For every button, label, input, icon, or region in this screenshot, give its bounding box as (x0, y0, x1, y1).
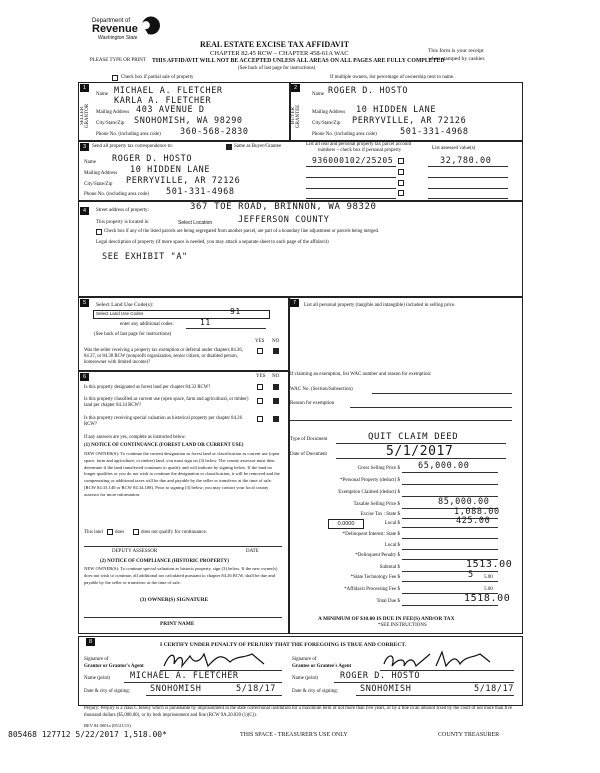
exemption-yes-checkbox[interactable] (257, 348, 263, 354)
buyer-mailing-label: Mailing Address (312, 110, 346, 115)
see-instructions: *SEE INSTRUCTIONS (378, 623, 427, 628)
taxable-price-label: Taxable Selling Price $ (353, 502, 400, 507)
excise-state-label: Excise Tax : State $ (360, 512, 400, 517)
section-4-number: 4 (80, 207, 89, 215)
section-3-number: 3 (80, 143, 89, 151)
additional-codes[interactable]: 11 (200, 318, 211, 327)
current-use-yes-checkbox[interactable] (257, 398, 263, 404)
see-back-note: (See back of last page for instructions) (238, 66, 316, 71)
property-county[interactable]: JEFFERSON COUNTY (238, 215, 330, 225)
grantee-print-name[interactable]: ROGER D. HOSTO (340, 671, 421, 681)
partial-sale-label: Check box if partial sale of property (121, 75, 194, 80)
buyer-name-label: Name (312, 92, 324, 97)
exemption-question: Was the seller receiving a property tax exemption or deferral under chapters 84.36, 84.37, or 84.38 RCW (nonprofit organization, senior citizen, or disabled person, homeowner with limited income)? (84, 348, 243, 365)
tech-fee: 5.00 (484, 575, 493, 580)
gross-price-label: Gross Selling Price $ (357, 466, 400, 471)
legal-description[interactable]: SEE EXHIBIT "A" (102, 252, 188, 262)
street-label: Street address of property: (96, 208, 149, 213)
print-name-label: PRINT NAME (160, 621, 195, 627)
notice-2-text: NEW OWNER(S): To continue special valuation as historic property, sign (3) below. If the new owner(s) does not wish to continue, all additional tax calculated pursuant to chapter 84.26 RCW, shall be due and payable by the seller or transferor at the time of sale. (84, 566, 278, 585)
corr-name-label: Name (84, 160, 96, 165)
historic-yes-checkbox[interactable] (257, 416, 263, 422)
grantee-city[interactable]: SNOHOMISH (360, 684, 412, 694)
owner-signature-label: (3) OWNER(S) SIGNATURE (140, 597, 209, 603)
exemption-reason-label: Reason for exemption (290, 401, 335, 406)
section-1-number: 1 (80, 84, 89, 92)
land-use-yes: YES (255, 339, 265, 344)
total-due-label: Total Due $ (376, 599, 400, 604)
local-tax[interactable]: 425.00 (456, 516, 491, 526)
agency-line1: Department of (92, 18, 131, 24)
section-7-number: 7 (290, 299, 299, 307)
personal-property-text: List all personal property (tangible and intangible) included in selling price. (304, 303, 456, 308)
affidavit-fee: 5.00 (484, 587, 493, 592)
doc-type[interactable]: QUIT CLAIM DEED (368, 432, 459, 442)
seller-mailing[interactable]: 403 AVENUE D (136, 105, 205, 115)
wac-label: WAC No. (Section/Subsection) (290, 387, 353, 392)
answers-note: If any answers are yes, complete as instructed below. (84, 435, 186, 440)
same-as-buyer-label: Same as Buyer/Grantee (234, 144, 282, 149)
buyer-name[interactable]: ROGER D. HOSTO (328, 86, 409, 96)
s6-no: NO (272, 374, 280, 379)
section-6 (78, 370, 290, 634)
form-statute: CHAPTER 82.45 RCW – CHAPTER 458-61A WAC (210, 50, 349, 57)
located-label: This property is located in (96, 220, 149, 225)
corr-phone[interactable]: 501-331-4968 (166, 187, 235, 197)
delinquent-interest-label: *Delinquent Interest: State $ (342, 532, 400, 537)
forest-no-checkbox[interactable] (273, 384, 279, 390)
segregated-label: Check box if any of the listed parcels are being segregated from another parcel, are part of a boundary line adjustment or parcels being merged. (104, 229, 380, 234)
grantor-date[interactable]: 5/18/17 (236, 684, 277, 694)
buyer-side-label: BUYER GRANTEE (291, 104, 301, 128)
total-due[interactable]: 1518.00 (464, 593, 511, 604)
same-as-buyer-checkbox[interactable] (226, 144, 232, 150)
land-use-select[interactable] (93, 307, 270, 319)
taxable-price[interactable]: 85,000.00 (438, 497, 490, 507)
forest-yes-checkbox[interactable] (257, 384, 263, 390)
land-use-select-text: Select Land Use Codes (96, 311, 144, 316)
grantor-sig-label-1: Signature of (84, 657, 109, 662)
gross-price[interactable]: 65,000.00 (418, 461, 470, 471)
street-address[interactable]: 367 TOE ROAD, BRINNON, WA 98320 (190, 202, 377, 212)
corr-mailing[interactable]: 10 HIDDEN LANE (130, 165, 211, 175)
forest-question: Is this property designated as forest land per chapter 84.33 RCW? (84, 385, 211, 390)
seller-side-label: SELLER GRANTOR (80, 103, 90, 129)
treasurer-use-only: THIS SPACE - TREASURER'S USE ONLY (240, 732, 348, 738)
tech-fee-handwritten[interactable]: 5 (468, 570, 474, 580)
assessed-heading: List assessed value(s) (432, 146, 476, 151)
grantor-print-name[interactable]: MICHAEL A. FLETCHER (130, 671, 239, 681)
land-does-not-label: does not qualify for continuance. (141, 530, 207, 535)
buyer-phone[interactable]: 501-331-4968 (400, 127, 469, 137)
agency-line2: Revenue (92, 23, 138, 35)
deputy-assessor-label: DEPUTY ASSESSOR (112, 549, 158, 554)
corr-phone-label: Phone No. (including area code) (84, 192, 149, 197)
land-does-checkbox[interactable] (107, 529, 113, 535)
historic-question: Is this property receiving special valuation as historical property per chapter 84.26 RCW? (84, 416, 242, 427)
grantee-sig-label-2: Grantee or Grantee's Agent (292, 664, 352, 669)
delinquent-local-label: Local $ (384, 543, 400, 548)
buyer-mailing[interactable]: 10 HIDDEN LANE (356, 105, 437, 115)
buyer-city[interactable]: PERRYVILLE, AR 72126 (352, 116, 467, 126)
agency-line3: Washington State (98, 35, 138, 41)
land-use-no: NO (272, 339, 280, 344)
parcel-2-personal-checkbox[interactable] (398, 169, 404, 175)
notice-1-title: (1) NOTICE OF CONTINUANCE (FOREST LAND OR CURRENT USE) (84, 443, 244, 448)
notice-2-title: (2) NOTICE OF COMPLIANCE (HISTORIC PROPERTY) (100, 559, 229, 564)
exemption-no-checkbox[interactable] (273, 348, 279, 354)
parcel-4-personal-checkbox[interactable] (398, 190, 404, 196)
seller-city[interactable]: SNOHOMISH, WA 98290 (134, 116, 243, 126)
section-2-number: 2 (291, 84, 300, 92)
county-treasurer-label: COUNTY TREASURER (438, 732, 500, 738)
grantee-date[interactable]: 5/18/17 (474, 684, 515, 694)
corr-city-label: City/State/Zip (84, 182, 113, 187)
corr-mailing-label: Mailing Address (84, 171, 118, 176)
land-use-heading: Select Land Use Code(s): (96, 302, 154, 308)
affidavit-fee-label: *Affidavit Processing Fee $ (344, 587, 400, 592)
parcels-heading-1: List all real and personal property tax parcel account (306, 142, 412, 147)
perjury-text: Perjury: Perjury is a class C felony which is punishable by imprisonment in the state correctional institution for a maximum term of not more than five years, or by a fine in an amount fixed by the court of not more than five thousand dollars ($5,000.00), or by both imprisonment and fine (RCW 9A.20.020 (1)(C)). (84, 706, 513, 718)
local-label: Local $ (384, 521, 400, 526)
land-use-see-back: (See back of last page for instructions) (94, 332, 172, 337)
land-does-not-checkbox[interactable] (133, 529, 139, 535)
parcel-1-personal-checkbox[interactable] (398, 158, 404, 164)
grantor-city[interactable]: SNOHOMISH (150, 684, 202, 694)
section-6-number: 6 (80, 373, 89, 381)
section-5-number: 5 (80, 299, 89, 307)
doc-date[interactable]: 5/1/2017 (386, 444, 454, 459)
multiple-owners-note: If multiple owners, list percentage of ownership next to name. (330, 75, 455, 80)
parcels-heading-2: numbers – check box if personal property (318, 148, 402, 153)
exemption-note: If claiming an exemption, list WAC number and reason for exemption: (290, 372, 432, 377)
parcel-number-1[interactable]: 936000102/25205 (312, 156, 394, 165)
assessed-value-1[interactable]: 32,780.00 (440, 156, 492, 166)
local-rate[interactable]: 0.0000 (328, 519, 364, 529)
grantee-signature[interactable] (380, 648, 500, 672)
section-7 (288, 296, 523, 634)
tech-fee-label: *State Technology Fee $ (350, 575, 400, 580)
corr-name[interactable]: ROGER D. HOSTO (112, 154, 193, 164)
grantee-name-label: Name (print) (292, 676, 318, 681)
land-use-code: 91 (230, 307, 241, 316)
buyer-city-label: City/State/Zip (312, 121, 341, 126)
form-revision: REV 84 0001a (05/21/15) (84, 723, 131, 728)
current-use-no-checkbox[interactable] (273, 398, 279, 404)
grantee-sig-label-1: Signature of (292, 657, 317, 662)
doc-type-label: Type of Document (290, 437, 328, 442)
corr-city[interactable]: PERRYVILLE, AR 72126 (126, 176, 241, 186)
grantor-date-city-label: Date & city of signing: (84, 689, 131, 694)
personal-property-label: *Personal Property (deduct) $ (340, 478, 400, 483)
seller-name-1[interactable]: MICHAEL A. FLETCHER (114, 86, 223, 96)
partial-sale-checkbox[interactable] (112, 75, 118, 81)
excise-state[interactable]: 1,088.00 (454, 507, 500, 517)
delinquent-penalty-label: *Delinquent Penalty $ (355, 553, 400, 558)
land-does-label: does (115, 530, 125, 535)
print-note: PLEASE TYPE OR PRINT (90, 58, 146, 63)
seller-name-2[interactable]: KARLA A. FLETCHER (114, 96, 212, 106)
dor-swirl-icon (134, 14, 206, 50)
treasurer-stamp: 805468 127712 5/22/2017 1,518.00* (8, 730, 167, 739)
current-use-question: Is this property classified as current use (open space, farm and agricultural, or timber) land per chapter 84.34 RCW? (84, 397, 249, 408)
select-location[interactable]: Select Location (178, 220, 213, 226)
notice-1-text: NEW OWNER(S): To continue the current designation as forest land or classification as current use (open space, farm and agriculture, or timber) land, you must sign on (3) below. The county assessor must then determine if the land transferred continues to qualify and will indicate by signing below. If the land no longer qualifies or you do not wish to continue the designation or classification, it will be removed and the compensating or additional taxes will be due and payable by the seller or transferor at the time of sale. (RCW 84.33.140 or RCW 84.34.108). Prior to signing (3) below, you may contact your local county assessor for more information. (84, 451, 280, 497)
s6-yes: YES (256, 374, 266, 379)
receipt-note-1: This form is your receipt (428, 48, 484, 54)
section-8-number: 8 (86, 638, 95, 646)
form-warning: THIS AFFIDAVIT WILL NOT BE ACCEPTED UNLESS ALL AREAS ON ALL PAGES ARE FULLY COMPLETED (152, 58, 445, 64)
deputy-date-label: DATE (246, 549, 259, 554)
subtotal[interactable]: 1513.00 (466, 559, 513, 570)
seller-name-label: Name (96, 92, 108, 97)
receipt-note-2: when stamped by cashier. (428, 56, 486, 62)
seller-phone[interactable]: 360-568-2830 (180, 127, 249, 137)
buyer-phone-label: Phone No. (including area code) (312, 132, 377, 137)
seller-mailing-label: Mailing Address (96, 110, 130, 115)
segregated-checkbox[interactable] (96, 229, 102, 235)
historic-no-checkbox[interactable] (273, 416, 279, 422)
grantor-sig-label-2: Grantor or Grantor's Agent (84, 664, 144, 669)
legal-description-label: Legal description of property (if more space is needed, you may attach a separate sheet to each page of the affidavit) (96, 240, 329, 245)
grantor-signature[interactable] (160, 648, 280, 672)
grantee-date-city-label: Date & city of signing: (292, 689, 339, 694)
exemption-claimed-label: Exemption Claimed (deduct) $ (338, 490, 400, 495)
doc-date-label: Date of Document (290, 452, 327, 457)
additional-codes-label: enter any additional codes: (120, 322, 174, 327)
certification-heading: I CERTIFY UNDER PENALTY OF PERJURY THAT THE FOREGOING IS TRUE AND CORRECT. (160, 642, 407, 648)
minimum-note: A MINIMUM OF $10.00 IS DUE IN FEE(S) AND/OR TAX (318, 616, 455, 622)
seller-phone-label: Phone No. (including area code) (96, 132, 161, 137)
form-title: REAL ESTATE EXCISE TAX AFFIDAVIT (200, 40, 350, 49)
parcel-3-personal-checkbox[interactable] (398, 180, 404, 186)
seller-city-label: City/State/Zip (96, 121, 125, 126)
grantor-name-label: Name (print) (84, 676, 110, 681)
subtotal-label: Subtotal $ (379, 565, 400, 570)
correspondence-heading: Send all property tax correspondence to: (92, 144, 173, 149)
dor-logo (92, 14, 164, 50)
this-land-label: This land (84, 530, 103, 535)
